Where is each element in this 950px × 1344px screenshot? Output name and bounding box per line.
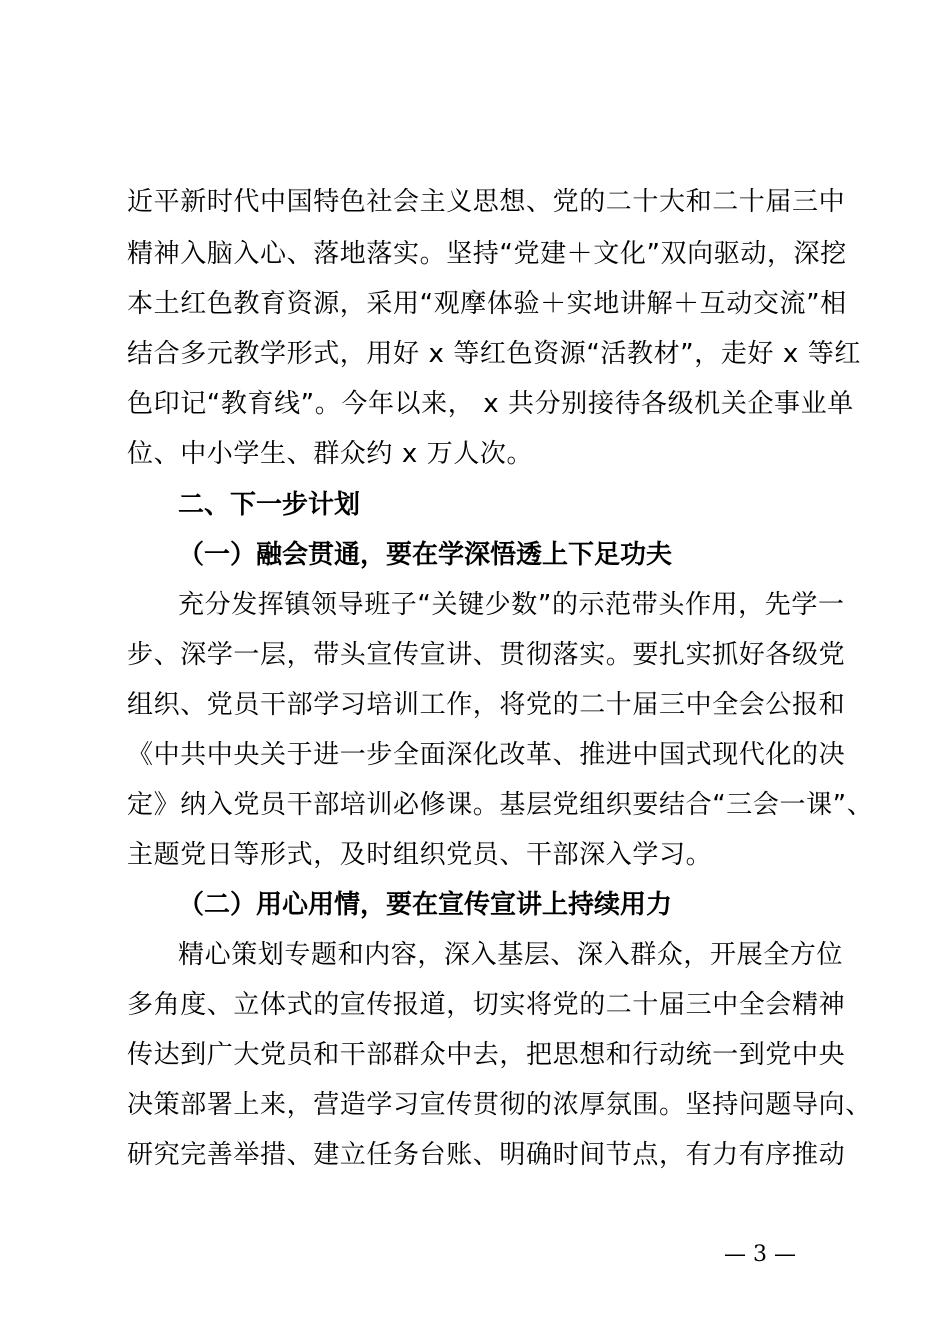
paragraph-line: 近平新时代中国特色社会主义思想、党的二十大和二十届三中 bbox=[127, 187, 846, 217]
paragraph-line: 定》纳入党员干部培训必修课。基层党组织要结合“三会一课”、 bbox=[127, 790, 874, 820]
subheading-2: （二）用心用情，要在宣传宣讲上持续用力 bbox=[178, 890, 673, 920]
subheading-1: （一）融会贯通，要在学深悟透上下足功夫 bbox=[178, 540, 673, 570]
paragraph-line: 步、深学一层，带头宣传宣讲、贯彻落实。要扎实抓好各级党 bbox=[127, 640, 846, 670]
paragraph-line: 组织、党员干部学习培训工作，将党的二十届三中全会公报和 bbox=[127, 690, 846, 720]
page-number: — 3 — bbox=[724, 1242, 796, 1267]
paragraph-line: 研究完善举措、建立任务台账、明确时间节点，有力有序推动 bbox=[127, 1140, 846, 1170]
paragraph-line: 传达到广大党员和干部群众中去，把思想和行动统一到党中央 bbox=[127, 1040, 846, 1070]
paragraph-line: 本土红色教育资源，采用“观摩体验＋实地讲解＋互动交流”相 bbox=[127, 289, 847, 319]
paragraph-line: 多角度、立体式的宣传报道，切实将党的二十届三中全会精神 bbox=[127, 990, 846, 1020]
paragraph-line: 位、中小学生、群众约 x 万人次。 bbox=[127, 439, 534, 469]
paragraph-line: 色印记“教育线”。今年以来， x 共分别接待各级机关企事业单 bbox=[127, 389, 854, 419]
paragraph-line: 主题党日等形式，及时组织党员、干部深入学习。 bbox=[127, 840, 713, 870]
paragraph-line: 精心策划专题和内容，深入基层、深入群众，开展全方位 bbox=[178, 940, 844, 970]
paragraph-line: 充分发挥镇领导班子“关键少数”的示范带头作用，先学一 bbox=[178, 590, 845, 620]
section-heading: 二、下一步计划 bbox=[178, 490, 361, 520]
paragraph-line: 精神入脑入心、落地落实。坚持“党建＋文化”双向驱动，深挖 bbox=[127, 239, 847, 269]
paragraph-line: 决策部署上来，营造学习宣传贯彻的浓厚氛围。坚持问题导向、 bbox=[127, 1090, 872, 1120]
paragraph-line: 结合多元教学形式，用好 x 等红色资源“活教材”，走好 x 等红 bbox=[127, 339, 861, 369]
paragraph-line: 《中共中央关于进一步全面深化改革、推进中国式现代化的决 bbox=[127, 740, 846, 770]
